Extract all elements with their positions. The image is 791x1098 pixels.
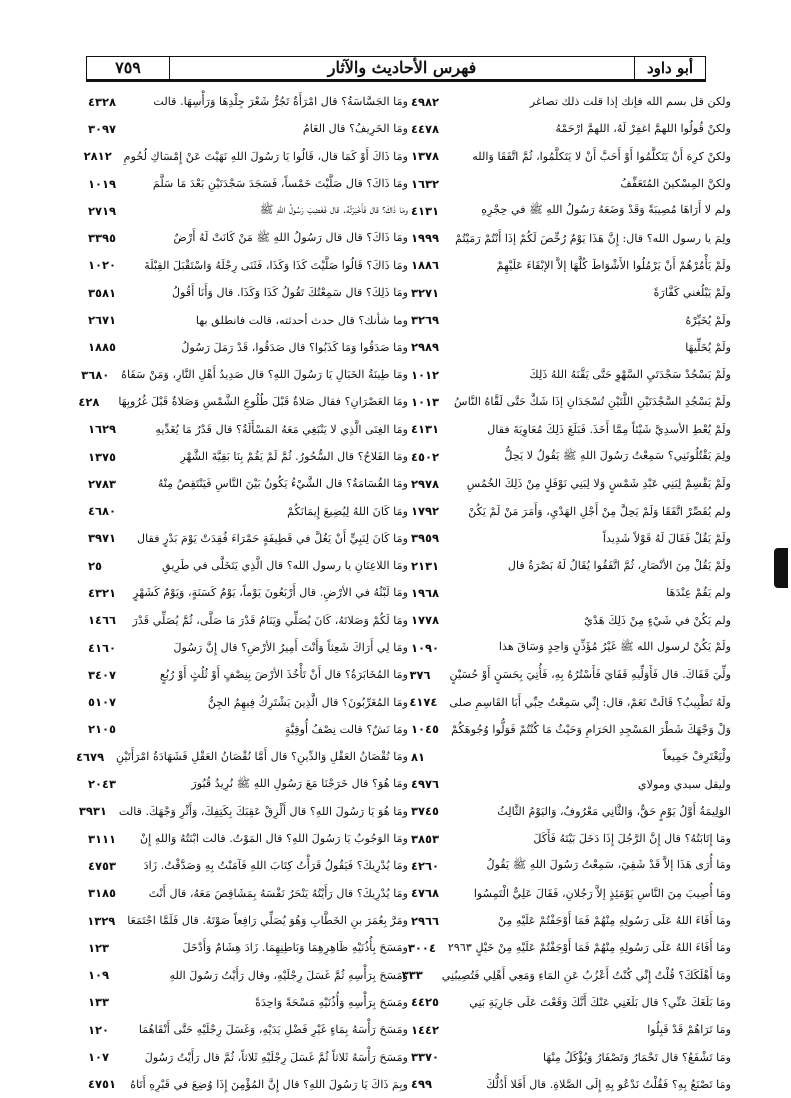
index-entry	[409, 497, 731, 524]
entry-text: ومَا بَلَغَكَ عَنِّي؟ قال بَلَغَنِي عَنْكَ أَنَّكَ وَقَعْتَ عَلَى جَارِيَةِ بَنِي	[469, 995, 731, 1009]
entry-text: ولكن قل بسم الله فإنك إذا قلت ذلك تصاغر	[529, 95, 731, 109]
index-entry	[86, 279, 408, 306]
entry-text: ولكنْ قُولُوا اللهمَّ اغفِرْ لَهُ، اللهمَّ ارْحَمْهُ	[555, 122, 731, 136]
index-entry	[86, 470, 408, 497]
entry-text: ومَا هُوَ يَا رَسُولَ اللهِ؟ قال أَلْزِقْ عَقِبَكَ بِكَتِفِكَ، وَأَثْرِ وَجْهَكَ. قالت	[118, 804, 408, 818]
entry-text: ومَا لِي أَرَاكَ شَعِثاً وَأَنْتَ أَمِيرُ الأرْضِ؟ قال إِنَّ رَسُولَ	[173, 641, 408, 655]
index-entry	[409, 279, 731, 306]
index-entry	[86, 306, 408, 333]
hadith-number: ٤١٦٠	[88, 640, 117, 655]
entry-text: ولَمْ يَسْجُدِ السَّجْدَتَيْنِ اللَّتَيْنِ تُسْجَدَانِ إذَا شَكَّ حَتَّى لَقَّاهُ النَّاسُ	[454, 395, 731, 409]
hadith-number: ٢٧١٩	[88, 203, 117, 218]
entry-text: ومَا أُصِيبَ مِنَ النَّاسِ يَوْمَئِذٍ إلاَّ رَجُلانِ، فَقَالَ عَلِيٌّ الْتَمِسُوا	[473, 886, 731, 900]
entry-text: ولَهُ تَطْبِيبٌ؟ قَالَتْ نَعَمْ، قال: إِنِّي سَمِعْتُ حِبِّي أَبَا القَاسِمِ صلى	[449, 695, 731, 709]
left-column	[76, 88, 408, 1098]
entry-text: ومَا الفَلاحُ؟ قال السُّحُورُ. ثُمَّ لَمْ يَقُمْ بِنَا بَقِيَّةَ الشَّهْرِ	[180, 450, 408, 463]
index-entry	[86, 497, 408, 524]
index-entry	[86, 852, 408, 879]
entry-text: ومَا اللاعِنَانِ يا رسول الله؟ قال الَّذِي يَتَخَلَّى في طَرِيقِ	[161, 559, 408, 573]
index-entry	[76, 743, 408, 770]
index-entry	[409, 579, 731, 606]
index-entry	[401, 962, 731, 989]
index-entry	[86, 88, 408, 115]
hadith-number: ١٣٢٩	[87, 913, 116, 928]
index-entry	[86, 907, 408, 934]
hadith-number: ١٠٧	[88, 1050, 110, 1065]
index-entry	[409, 170, 731, 197]
entry-text: ومَا أَفَاءَ اللهُ عَلَى رَسُولِهِ مِنْهُمْ فَمَا أَوْجَفْتُمْ عَلَيْهِ مِنْ	[497, 914, 731, 928]
entry-text: ومَا ذَاكَ أَوْ كَمَا قال، قَالُوا يَا رَسُولَ اللهِ نَهَيْتَ عَنْ إِمْسَاكِ لُحُومِ	[123, 149, 408, 163]
entry-text: ومَسَحَ رَأْسَهُ بِمَاءٍ غَيْرِ فَضْلِ يَدَيْهِ، وَغَسَلَ رِجْلَيْهِ حَتَّى أَنْقَاهُمَا	[138, 1023, 408, 1037]
hadith-number: ٤٤٢٥	[411, 995, 440, 1010]
index-entry	[86, 1016, 408, 1043]
hadith-number: ٢٥	[88, 558, 103, 573]
index-entry	[409, 143, 731, 170]
entry-text: ومَا الخَرِيفُ؟ قال العَامُ	[302, 122, 408, 136]
hadith-number: ٤٤٧٨	[411, 121, 440, 136]
hadith-number: ٤٩٨٢	[411, 94, 440, 109]
index-entry	[409, 907, 731, 934]
hadith-number: ٣٢٧١	[411, 285, 440, 300]
entry-text: ومَا إِتَابَتُهُ؟ قال إِنَّ الرَّجُلَ إِذَا دَخَلَ بَيْتَهُ فَأَكَلَ	[533, 832, 731, 846]
page-number: ٧٥٩	[87, 57, 170, 79]
index-entry	[86, 1071, 408, 1098]
entry-text: ولَمْ يَبْلُغني كَفَّارَةً	[653, 286, 731, 300]
hadith-number: ٣٢٦٩	[411, 313, 440, 328]
index-entry	[86, 224, 408, 251]
entry-text: ولِمَ يَقْتُلُونَنِي؟ سَمِعْتُ رَسُولَ اللهِ ﷺ يَقُولُ لا يَحِلُّ	[504, 449, 731, 462]
hadith-number: ١٨٨٥	[88, 340, 117, 355]
index-entry	[409, 306, 731, 333]
index-entry	[86, 962, 408, 989]
entry-text: ولْيَغْتَرِفْ جَمِيعاً	[663, 750, 731, 764]
index-entry	[409, 552, 731, 579]
entry-text: ولكنْ كرِهَ أَنْ يَتَكلَّمُوا أَوْ أَحَبَّ أَنْ لا يَتَكلَّمُوا، ثُمَّ اتَّفَقَا وَالله	[472, 149, 731, 163]
index-entry	[86, 579, 408, 606]
entry-text: ومَا نُقْصَانُ العَقْلِ وَالدِّينِ؟ قال أَمَّا نُقْصَانُ العَقْلِ فَشَهَادَةُ امْرَأَتَيْنِ	[116, 750, 408, 764]
index-entry	[409, 798, 731, 825]
entry-text: ومَا تَشْفَعُ؟ قال تَحْمَارُ وَتَصْفَارُ وَيُؤْكَلُ مِنْهَا	[542, 1050, 731, 1064]
hadith-number: ١٤٦٦	[88, 613, 117, 628]
index-entry	[86, 334, 408, 361]
index-entry	[86, 416, 408, 443]
entry-text: ومَا ذَاكَ؟ قال صَلَّيْتَ خَمْساً، فَسَجَدَ سَجْدَتَيْنِ بَعْدَ مَا سَلَّمَ	[152, 177, 408, 191]
hadith-number: ١٦٢٩	[88, 422, 117, 437]
index-entry	[409, 852, 731, 879]
index-entry	[86, 1043, 408, 1070]
hadith-number: ٣٩٥٩	[411, 531, 440, 546]
entry-text: ومَا يُدْرِيكَ؟ قال رَأَيْتُهُ يَنْحَرُ نَفْسَهُ بِمَشَاقِصَ مَعَهُ، قال أَنْتَ	[148, 886, 408, 900]
entry-text: ومَا أَهْلَكَكَ؟ قُلْتُ إِنِّي كُنْتُ أَعْزُبُ عَنِ المَاءِ وَمَعِي أَهْلِي فَتُصِيبُنِي	[441, 968, 731, 982]
hadith-number: ٣٤٠٧	[88, 667, 117, 682]
entry-text: ومَا أُرَى هَذَا إلاَّ قَدْ شَقِيَ، سَمِعْتُ رَسُولَ اللهِ ﷺ يَقُولُ	[486, 858, 731, 872]
hadith-number: ٤٣٢٨	[88, 94, 117, 109]
hadith-number: ٣٧٦	[409, 667, 431, 682]
hadith-number: ٤١٣١	[411, 203, 440, 218]
entry-text: ومَا الغِنَى الَّذِي لا يَنْبَغِي مَعَهُ المَسْأَلَةُ؟ قال قَدْرُ مَا يُغَدِّيهِ	[155, 422, 408, 436]
hadith-number: ١٢٠	[88, 1022, 110, 1037]
entry-text: ولَمْ يَقُلْ فَقَالَ لَهُ قَوْلاً شَدِيداً	[602, 531, 731, 545]
hadith-number: ٤٢٦٠	[411, 858, 440, 873]
hadith-number: ١٠٢٠	[88, 258, 117, 273]
entry-text: ومَا المُخَابَرَةُ؟ قال أَنْ تَأْخُذَ الأرْضَ بِنِصْفٍ أَوْ ثُلُثٍ أَوْ رُبُعٍ	[159, 668, 408, 682]
book-name: أبو داود	[634, 57, 705, 79]
entry-text: ومَا ذَاكَ؟ قَالُوا صَلَّيْتَ كَذَا وَكَذَا، فَثَنَى رِجْلَهُ وَاسْتَقْبَلَ القِبْلَةَ	[144, 258, 408, 272]
index-title: فهرس الأحاديث والآثار	[327, 58, 477, 77]
index-entry	[409, 416, 731, 443]
index-entry	[86, 552, 408, 579]
hadith-number: ٣٥٨١	[88, 285, 117, 300]
index-entry	[409, 525, 731, 552]
entry-text: ومَسَحَ بِرَأْسِهِ وَأُذُنَيْهِ مَسْحَةً وَاحِدَةً	[255, 995, 408, 1009]
hadith-number: ٢٨١٢	[83, 149, 112, 164]
hadith-number: ٢٩٧٨	[411, 476, 440, 491]
entry-text: ومَا تَصْنَعُ بِهِ؟ فَقُلْتُ نَدْعُو بِهِ إِلَى الصَّلاةِ. قال أَفَلا أَدُلُّكَ	[486, 1077, 731, 1091]
hadith-number: ١٠٩	[88, 968, 110, 983]
index-entry	[78, 388, 408, 415]
index-entry	[409, 1016, 731, 1043]
hadith-number: ٣٩٣١	[78, 804, 107, 819]
hadith-number: ٤٦٨٠	[88, 504, 117, 519]
entry-text: وَلْ وَجْهَكَ شَطْرَ المَسْجِدِ الحَرَامِ وَحَيْثُ مَا كُنْتُمْ فَوَلُّوا وُجُوهَكُمْ	[451, 722, 731, 736]
hadith-number: ١٩٦٨	[411, 585, 440, 600]
index-entry	[86, 170, 408, 197]
entry-text: ومَا هُوَ؟ قال خَرَجْنَا مَعَ رَسُولِ اللهِ ﷺ نُرِيدُ قُبُورَ	[191, 776, 408, 790]
index-entry	[409, 224, 731, 251]
hadith-number: ٣٣٩٥	[88, 231, 117, 246]
page-edge-mark	[774, 548, 788, 588]
hadith-number: ١٩٩٩	[411, 231, 440, 246]
entry-text: ولَمْ يُخَيِّرْهُ	[685, 313, 731, 327]
index-entry	[81, 361, 408, 388]
entry-text: ومَا ذَاكَ؟ قال فَأَخْبَرْتُهُ. قال فَغَضِبَ رَسُولُ اللهِ ﷺ	[259, 203, 408, 217]
index-entry	[409, 470, 731, 497]
index-entry	[409, 689, 731, 716]
hadith-number: ٣١٨٥	[88, 886, 117, 901]
hadith-number: ١٧٧٨	[411, 613, 440, 628]
hadith-number: ١٢٣	[88, 940, 110, 955]
hadith-number: ٣٣٧٠	[411, 1050, 440, 1065]
entry-text: ولَمْ يُعْطِ الأسدِيَّ شَيْئاً مِمَّا أَخَذَ. فَبَلَغَ ذَلِكَ مُعَاوِيَةَ فقال	[487, 422, 731, 436]
entry-text: ومَسَحَ رَأْسَهُ ثَلاثاً ثُمَّ غَسَلَ رِجْلَيْهِ ثَلاثاً، ثُمَّ قال رَأَيْتُ رَسُولَ	[144, 1050, 408, 1064]
hadith-number: ٤٧٦٨	[411, 886, 440, 901]
index-entry	[409, 334, 731, 361]
entry-text: وليقل سيدي ومولاي	[637, 777, 731, 791]
index-entry	[86, 689, 408, 716]
index-entry	[86, 661, 408, 688]
entry-text: ومَسَحَ بِرَأْسِهِ ثُمَّ غَسَلَ رِجْلَيْهِ، وقال رَأَيْتُ رَسُولَ اللهِ	[169, 968, 408, 982]
index-entry	[86, 115, 408, 142]
index-entry	[86, 770, 408, 797]
hadith-number: ٢٩٦٦	[411, 913, 440, 928]
hadith-number: ٣٠٩٧	[88, 121, 117, 136]
entry-text: ومَرَّ بِعُمَرَ بنِ الخَطَّابِ وَهُوَ يُصَلِّي رَافِعاً صَوْتَهُ. قال فَلَمَّا اجْتَمَعَا	[127, 914, 408, 928]
entry-text: ومَا العَصْرَانِ؟ فقال صَلاةٌ قَبْلَ طُلُوعِ الشَّمْسِ وَصَلاةٌ قَبْلَ غُرُوبِهَا	[118, 395, 408, 409]
entry-text: ولَمْ يَأْمُرْهُمْ أَنْ يَرْمُلُوا الأَشْوَاطَ كُلَّهَا إلاَّ الإبْقَاءَ عَلَيْهِمْ	[496, 258, 731, 272]
page-header	[86, 56, 706, 82]
hadith-number: ٣١١١	[88, 831, 117, 846]
hadith-number: ٤٥٠٢	[411, 449, 440, 464]
index-entry	[409, 1071, 731, 1098]
hadith-number: ١٤٤٢	[411, 1022, 440, 1037]
hadith-number: ٢٧٨٣	[88, 476, 117, 491]
hadith-number: ٤٧٥١	[88, 1077, 117, 1092]
hadith-number: ١٠١٢	[411, 367, 440, 382]
hadith-number: ٢١٠٥	[88, 722, 117, 737]
hadith-number: ٤٩٩	[411, 1077, 433, 1092]
index-entry	[409, 115, 731, 142]
entry-text: ومَا لَبْثُهُ في الأرْضِ. قال أَرْبَعُونَ يَوْماً، يَوْمٌ كَسَنَةٍ، وَيَوْمٌ كَشَهْرٍ	[133, 586, 408, 600]
hadith-number: ٤٢٨	[78, 394, 100, 409]
index-entry	[86, 443, 408, 470]
entry-text: ومَا كَانَ اللهُ لِيُضِيعَ إِيمَانَكُمْ	[287, 504, 408, 518]
hadith-number: ٨١	[411, 749, 426, 764]
index-entry	[86, 607, 408, 634]
index-entry	[409, 989, 731, 1016]
hadith-number: ١٣٣	[88, 995, 110, 1010]
hadith-number: ٤٩٧٦	[411, 777, 440, 792]
index-entry	[409, 934, 731, 961]
hadith-number: ١٠١٣	[411, 394, 440, 409]
entry-text: ولم لا أَرَاهَا مُصِيبَةً وَقَدْ وَضَعَهُ رَسُولُ اللهِ ﷺ في حِجْرِهِ	[481, 203, 731, 217]
hadith-number: ٣٩٧١	[88, 531, 117, 546]
entry-text: ولِّيَ قَفَاكَ. قال فَأَوَلِّيهِ قَفَايَ فَأَسْتُرُهُ بِهِ، فَأُتِيَ بِحَسَنٍ أَوْ حُسَيْنٍ	[449, 668, 731, 682]
index-entry	[86, 252, 408, 279]
entry-text: ولَمْ يَقُلْ مِنَ الأنْصَارِ، ثُمَّ اتَّفَقُوا يُقَالُ لَهُ بَصْرَةُ قال	[507, 559, 731, 573]
index-entry	[86, 989, 408, 1016]
hadith-number: ١٣٧٨	[411, 149, 440, 164]
entry-text: ولم يَكُنْ في شَيْءٍ مِنْ ذَلِكَ هَدْيٌ	[584, 613, 731, 627]
index-entry	[86, 880, 408, 907]
index-entry	[86, 716, 408, 743]
hadith-number: ١٠١٩	[88, 176, 117, 191]
entry-text: ومَا الجَسَّاسَةُ؟ قال امْرَأَةٌ تَجُرُّ شَعْرَ جِلْدِهَا وَرَأْسِهَا. قالت	[153, 95, 408, 109]
hadith-number: ١٣٧٥	[88, 449, 117, 464]
entry-text: ومَا ذَاكَ؟ قال قال رَسُولُ اللهِ ﷺ مَنْ كَانَتْ لَهُ أَرْضٌ	[173, 230, 408, 244]
hadith-number: ١٠٩٠	[411, 640, 440, 655]
entry-text: الوَلِيمَةُ أَوَّلُ يَوْمٍ حَقٌّ، وَالثَّانِي مَعْرُوفٌ، وَاليَوْمُ الثَّالِثُ	[497, 804, 731, 818]
index-entry	[86, 634, 408, 661]
index-entry	[86, 525, 408, 552]
entry-text: ومَا تَرَاهُمْ قَدْ قَبِلُوا	[647, 1023, 731, 1037]
index-entry	[409, 716, 731, 743]
hadith-number: ١٨٨٦	[411, 258, 440, 273]
index-entry	[409, 388, 731, 415]
entry-text: ومَا صَدَقُوا وَمَا كَذَبُوا؟ قال صَدَقُوا، قَدْ رَمَلَ رَسُولُ	[181, 340, 408, 354]
hadith-number: ٣٧٤٥	[411, 804, 440, 819]
entry-text: وبِمَ ذَاكَ يَا رَسُولَ اللهِ؟ قال إِنَّ المُؤْمِنَ إِذَا وُضِعَ في قَبْرِهِ أَتَاهُ	[130, 1077, 408, 1091]
entry-text: ومَا كَانَ لِنَبِيٍّ أَنْ يَغُلَّ في قَطِيفَةٍ حَمْرَاءَ فُقِدَتْ يَوْمَ بَدْرٍ فقال	[137, 531, 408, 545]
entry-text: ولَمْ يَقْسِمْ لِبَنِي عَبْدِ شَمْسٍ وَلا لِبَنِي نَوْفَلٍ مِنْ ذَلِكَ الخُمُسِ	[466, 477, 731, 491]
entry-text: ولم يَقُمْ عِنْدَهَا	[666, 586, 731, 600]
index-entry	[78, 798, 408, 825]
hadith-number: ٣٠٠٤	[407, 940, 436, 955]
index-entry	[86, 197, 408, 224]
entry-text: ومَسَحَ بِأُذُنَيْهِ ظَاهِرِهِمَا وَبَاطِنِهِمَا. زَادَ هِشَامٌ وَأَدْخَلَ	[182, 941, 408, 955]
hadith-number: ٣٦٨٠	[81, 367, 110, 382]
entry-text: ولَمْ يَسْجُدْ سَجْدَتَيِ السَّهْوِ حَتَّى يَقَّنَهُ اللهُ ذَلِكَ	[529, 368, 731, 382]
index-entry	[409, 825, 731, 852]
index-entry	[409, 197, 731, 224]
index-entry	[83, 143, 408, 170]
entry-text: ولَمْ يَكُنْ لرسول الله ﷺ غَيْرُ مُؤَذِّنٍ وَاحِدٍ وَسَاقَ هذا	[498, 640, 731, 654]
index-entry	[409, 88, 731, 115]
index-entry	[86, 934, 408, 961]
right-column	[401, 88, 731, 1098]
index-entry	[409, 743, 731, 770]
hadith-number: ٣٣٣	[401, 968, 423, 983]
index-entry	[86, 825, 408, 852]
hadith-number: ٢٠٤٣	[88, 777, 117, 792]
index-entry	[409, 443, 731, 470]
index-entry	[409, 361, 731, 388]
entry-text: ومَا لَكُمْ وَصَلاتَهُ، كَانَ يُصَلِّي وَيَنَامُ قَدْرَ مَا صَلَّى، ثُمَّ يُصَلِّي قَدْرَ	[132, 613, 408, 627]
hadith-number: ٤١٧٤	[409, 695, 438, 710]
hadith-number: ١٠٤٥	[411, 722, 440, 737]
entry-text: ولِمَ يا رسول الله؟ قال: إِنَّ هَذَا يَوْمٌ رُخِّصَ لَكُمْ إذَا أَنْتُمْ رَمَيْتُمْ	[455, 231, 731, 245]
entry-text: ولم يُقَصِّرْ اتَّفَقَا وَلَمْ يَحِلَّ مِنْ أَجْلِ الهَدْيِ، وَأَمَرَ مَنْ لَمْ يَكُنْ	[468, 504, 731, 518]
entry-text: ولكنَّ المِسْكينَ المُتَعَفِّفُ	[620, 177, 731, 191]
entry-text: ومَا أَفَاءَ اللهُ عَلَى رَسُولِهِ مِنْهُمْ فَمَا أَوْجَفْتُمْ عَلَيْهِ مِنْ خَيْلٍ ٢٩٦٣	[447, 941, 731, 955]
hadith-number: ٤٣٢١	[88, 585, 117, 600]
hadith-number: ٢٦٧١	[88, 313, 117, 328]
entry-text: ولَمْ يُخَلِّيهَا	[685, 340, 731, 354]
hadith-number: ٤٦٧٩	[76, 749, 105, 764]
index-entry	[409, 880, 731, 907]
entry-text: ومَا ذَلِكَ؟ قال سَمِعْتُكَ تَقُولُ كَذَا وَكَذَا. قال وَأَنَا أَقُولُ	[171, 286, 408, 300]
hadith-number: ٤٧٥٣	[88, 858, 117, 873]
entry-text: ومَا طِينَةُ الخَبَالِ يَا رَسُولَ اللهِ؟ قال صَدِيدُ أَهْلِ النَّارِ، وَمَنْ سَقَاهُ	[121, 368, 408, 382]
hadith-number: ٥١٠٧	[88, 695, 117, 710]
index-entry	[409, 252, 731, 279]
entry-text: ومَا القُسَامَةُ؟ قال الشَّيْءُ يَكُونُ بَيْنَ النَّاسِ فَيَنْتَقِصُ مِنْهُ	[157, 477, 408, 491]
index-entry	[409, 634, 731, 661]
entry-text: ومَا الوَجُوبُ يَا رَسُولَ اللهِ؟ قال المَوْتُ. قالت ابْنَتُهُ وَاللهِ إِنْ	[139, 832, 408, 846]
hadith-number: ٤١٣١	[411, 422, 440, 437]
index-entry	[409, 770, 731, 797]
index-entry	[409, 607, 731, 634]
hadith-number: ١٧٩٢	[411, 504, 440, 519]
entry-text: ومَا نَشٌ؟ قالت نِصْفُ أُوقِيَّةٍ	[284, 722, 408, 736]
hadith-number: ٢٩٨٩	[411, 340, 440, 355]
hadith-number: ٢١٣١	[411, 558, 440, 573]
hadith-number: ١٦٣٢	[411, 176, 440, 191]
entry-text: وما شأنك؟ قال حدث أحدثته، قالت فانطلق بها	[195, 313, 408, 327]
entry-text: ومَا المُغَرِّبُونَ؟ قال الَّذِينَ يَشْتَرِكُ فِيهِمُ الجِنُّ	[207, 695, 408, 709]
entry-text: ومَا يُدْرِيكَ؟ فَيَقُولُ قَرَأْتُ كِتَابَ اللهِ فَآمَنْتُ بِهِ وَصَدَّقْتُ. زَادَ	[143, 859, 408, 873]
index-entry	[409, 661, 731, 688]
index-entry	[409, 1043, 731, 1070]
hadith-number: ٣٨٥٣	[411, 831, 440, 846]
